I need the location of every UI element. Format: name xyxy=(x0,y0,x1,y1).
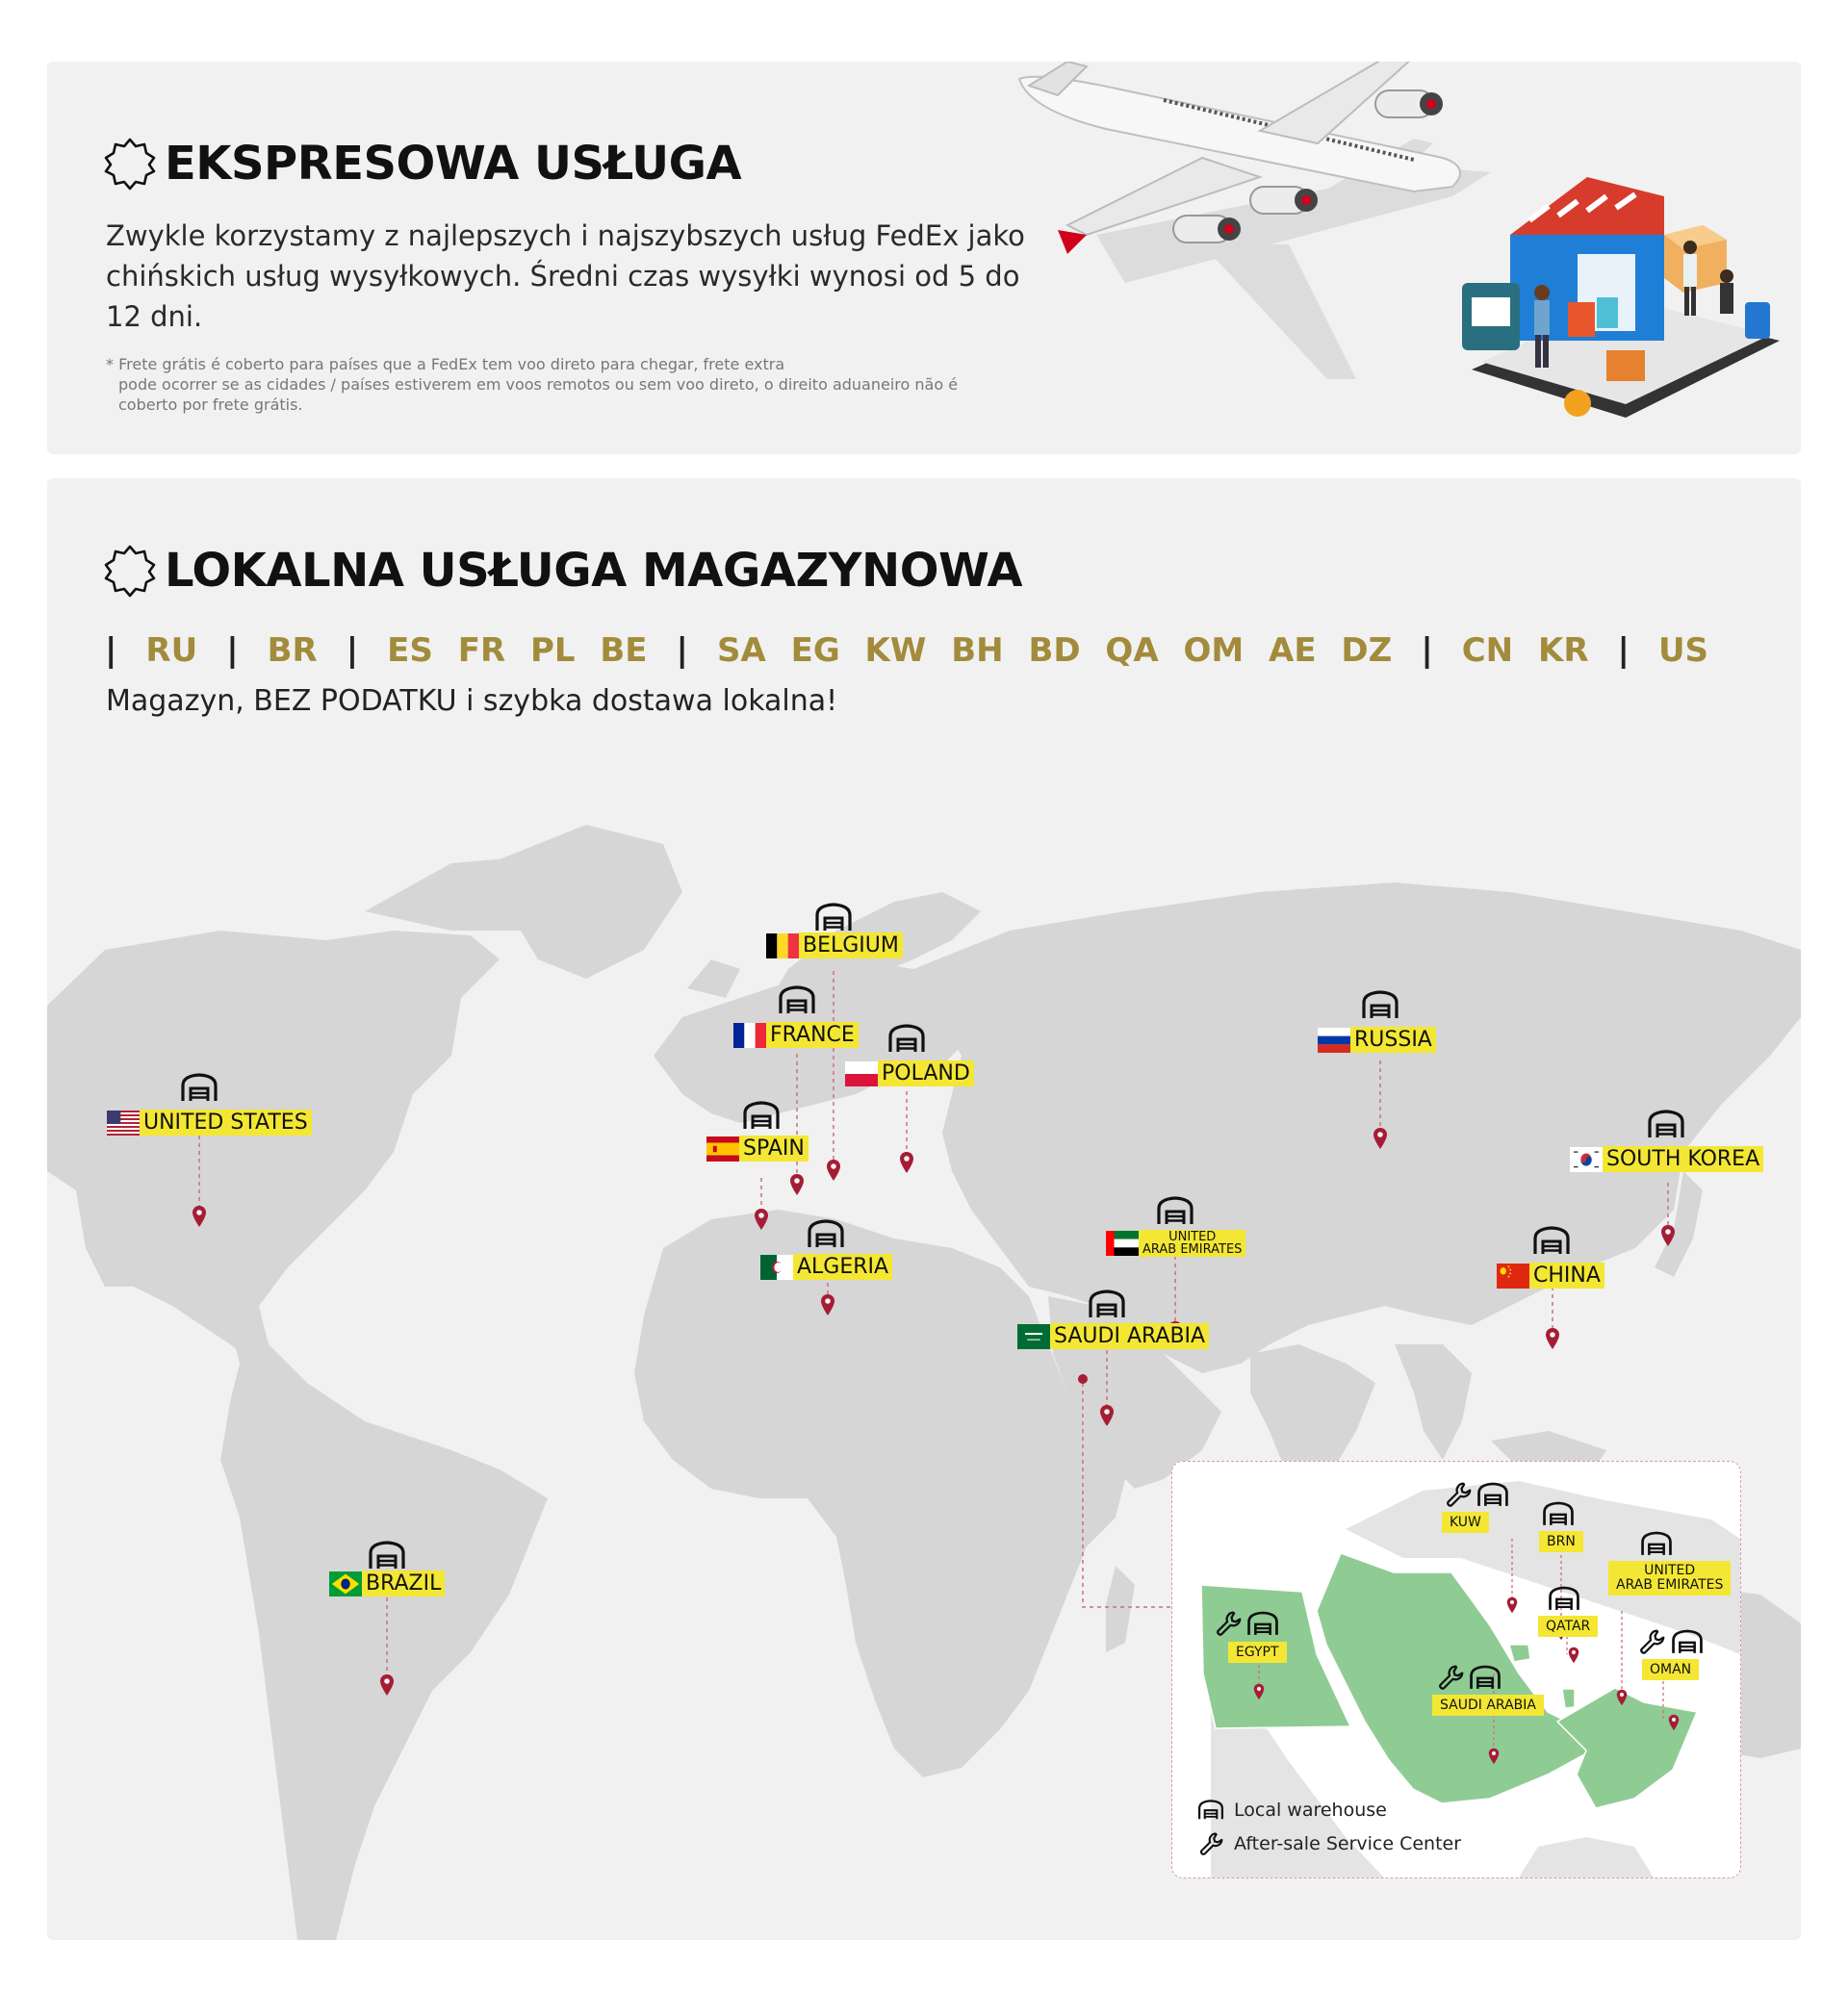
location-label: POLAND xyxy=(878,1060,974,1086)
uae-label-line-1: UNITED xyxy=(1168,1229,1217,1244)
airplane-shop-illustration xyxy=(47,62,1801,454)
location-pin-icon xyxy=(1488,1748,1500,1765)
warehouse-icon xyxy=(1548,1585,1580,1612)
wrench-icon xyxy=(1437,1664,1464,1691)
uae-flag-icon xyxy=(1106,1231,1139,1256)
warehouse-icon xyxy=(814,902,853,932)
warehouse-icon xyxy=(1156,1195,1194,1226)
brazil-flag-icon xyxy=(329,1571,362,1596)
code-group-us: US xyxy=(1657,631,1709,670)
location-pin-icon xyxy=(1568,1647,1579,1664)
south-korea-flag-icon xyxy=(1570,1147,1603,1172)
location-label: SPAIN xyxy=(739,1136,808,1162)
location-pin-icon xyxy=(826,1159,841,1182)
wrench-icon xyxy=(1445,1481,1472,1508)
location-pin-icon xyxy=(1545,1327,1560,1350)
location-pin-icon xyxy=(1660,1224,1676,1247)
express-title-text: EKSPRESOWA USŁUGA xyxy=(165,137,742,191)
location-label: UNITED STATES xyxy=(140,1110,312,1136)
legend-service-label: After-sale Service Center xyxy=(1234,1833,1462,1854)
express-service-panel xyxy=(47,62,1801,454)
inset-label-bahrain: BRN xyxy=(1539,1531,1583,1552)
location-pin-icon xyxy=(899,1151,914,1174)
map-label-france xyxy=(733,1022,859,1048)
map-label-spain xyxy=(706,1136,808,1162)
warehouse-icon xyxy=(1640,1530,1673,1557)
map-label-poland xyxy=(845,1060,974,1086)
inset-label-kuwait: KUW xyxy=(1442,1512,1489,1533)
location-pin-icon xyxy=(1253,1683,1265,1700)
code-group-asia: CN KR xyxy=(1461,631,1589,670)
russia-flag-icon xyxy=(1318,1028,1350,1053)
note-line-3: coberto por frete grátis. xyxy=(118,396,303,414)
algeria-flag-icon xyxy=(760,1255,793,1280)
location-pin-icon xyxy=(1506,1596,1518,1614)
express-description: Zwykle korzystamy z najlepszych i najszybszych usług FedEx jako chińskich usług wysyłkowych. Średni czas wysyłki wynosi od 5 do 12 dni. xyxy=(106,219,1025,333)
code-separator: | xyxy=(226,631,239,670)
location-label: BRAZIL xyxy=(362,1571,445,1596)
note-line-1: * Frete grátis é coberto para países que a FedEx tem voo direto para chegar, frete extra xyxy=(106,355,785,373)
warehouse-icon xyxy=(1476,1481,1509,1508)
usa-flag-icon xyxy=(107,1111,140,1136)
inset-label-uae xyxy=(1608,1561,1731,1596)
code-separator: | xyxy=(105,631,117,670)
code-group-br: BR xyxy=(267,631,318,670)
location-label: BELGIUM xyxy=(799,932,903,958)
location-label: SOUTH KOREA xyxy=(1603,1146,1763,1172)
location-label: ALGERIA xyxy=(793,1254,892,1280)
inset-label-qatar: QATAR xyxy=(1538,1616,1598,1637)
warehouse-icon xyxy=(180,1072,218,1103)
location-label xyxy=(1139,1230,1245,1257)
legend-warehouse xyxy=(1197,1799,1387,1821)
uae-label-line-1: UNITED xyxy=(1644,1563,1696,1578)
poland-flag-icon xyxy=(845,1061,878,1086)
warehouse-icon xyxy=(1246,1610,1279,1637)
wrench-icon xyxy=(1638,1628,1665,1655)
map-label-russia xyxy=(1318,1027,1436,1053)
wrench-icon xyxy=(1215,1610,1242,1637)
spain-flag-icon xyxy=(706,1136,739,1162)
legend-warehouse-label: Local warehouse xyxy=(1234,1799,1387,1821)
code-group-ru: RU xyxy=(145,631,198,670)
warehouse-icon xyxy=(1197,1799,1224,1821)
note-line-2: pode ocorrer se as cidades / países estiverem em voos remotos ou sem voo direto, o direito aduaneiro não é xyxy=(118,375,959,394)
location-pin-icon xyxy=(379,1673,395,1697)
warehouse-subtitle: Magazyn, BEZ PODATKU i szybka dostawa lokalna! xyxy=(106,684,838,718)
map-label-belgium xyxy=(766,932,903,958)
warehouse-icon xyxy=(1361,989,1399,1020)
code-group-middle-east: SA EG KW BH BD QA OM AE DZ xyxy=(716,631,1393,670)
warehouse-icon xyxy=(742,1100,781,1131)
warehouse-icon xyxy=(1469,1664,1502,1691)
inset-label-egypt: EGYPT xyxy=(1228,1642,1287,1663)
location-pin-icon xyxy=(1668,1714,1680,1731)
middle-east-inset xyxy=(1171,1461,1741,1878)
map-label-china xyxy=(1497,1263,1604,1289)
map-label-united-states xyxy=(107,1110,312,1136)
warehouse-icon xyxy=(1671,1628,1704,1655)
location-pin-icon xyxy=(192,1205,207,1228)
warehouse-icon xyxy=(368,1540,406,1571)
france-flag-icon xyxy=(733,1023,766,1048)
warehouse-icon xyxy=(1532,1225,1571,1256)
location-label: FRANCE xyxy=(766,1022,859,1048)
location-pin-icon xyxy=(754,1208,769,1231)
location-pin-icon xyxy=(1373,1127,1388,1150)
inset-label-saudi-arabia: SAUDI ARABIA xyxy=(1432,1695,1544,1716)
map-label-algeria xyxy=(760,1254,892,1280)
map-label-south-korea xyxy=(1570,1146,1763,1172)
location-pin-icon xyxy=(1099,1404,1115,1427)
saudi-flag-icon xyxy=(1017,1324,1050,1349)
map-label-saudi-arabia xyxy=(1017,1323,1209,1349)
local-warehouse-panel xyxy=(47,478,1801,1940)
belgium-flag-icon xyxy=(766,933,799,958)
location-pin-icon xyxy=(820,1293,835,1316)
location-label: RUSSIA xyxy=(1350,1027,1436,1053)
warehouse-icon xyxy=(807,1218,845,1249)
uae-label-line-2: ARAB EMIRATES xyxy=(1142,1241,1243,1257)
map-label-brazil xyxy=(329,1571,445,1596)
location-pin-icon xyxy=(1616,1689,1628,1706)
warehouse-icon xyxy=(1542,1500,1575,1527)
code-separator: | xyxy=(1617,631,1630,670)
warehouse-title-text: LOKALNA USŁUGA MAGAZYNOWA xyxy=(165,544,1022,598)
location-label: SAUDI ARABIA xyxy=(1050,1323,1209,1349)
inset-label-oman: OMAN xyxy=(1642,1659,1699,1680)
warehouse-icon xyxy=(1647,1109,1685,1139)
uae-label-line-2: ARAB EMIRATES xyxy=(1616,1577,1724,1593)
warehouse-icon xyxy=(778,984,816,1015)
location-label: CHINA xyxy=(1529,1263,1604,1289)
wrench-icon xyxy=(1197,1831,1224,1856)
china-flag-icon xyxy=(1497,1264,1529,1289)
code-separator: | xyxy=(676,631,688,670)
warehouse-icon xyxy=(887,1023,926,1054)
code-separator: | xyxy=(1421,631,1433,670)
code-group-europe: ES FR PL BE xyxy=(387,631,648,670)
location-pin-icon xyxy=(789,1173,805,1196)
legend-service-center xyxy=(1197,1831,1461,1856)
map-label-uae xyxy=(1106,1230,1245,1256)
code-separator: | xyxy=(346,631,359,670)
warehouse-icon xyxy=(1088,1289,1126,1319)
